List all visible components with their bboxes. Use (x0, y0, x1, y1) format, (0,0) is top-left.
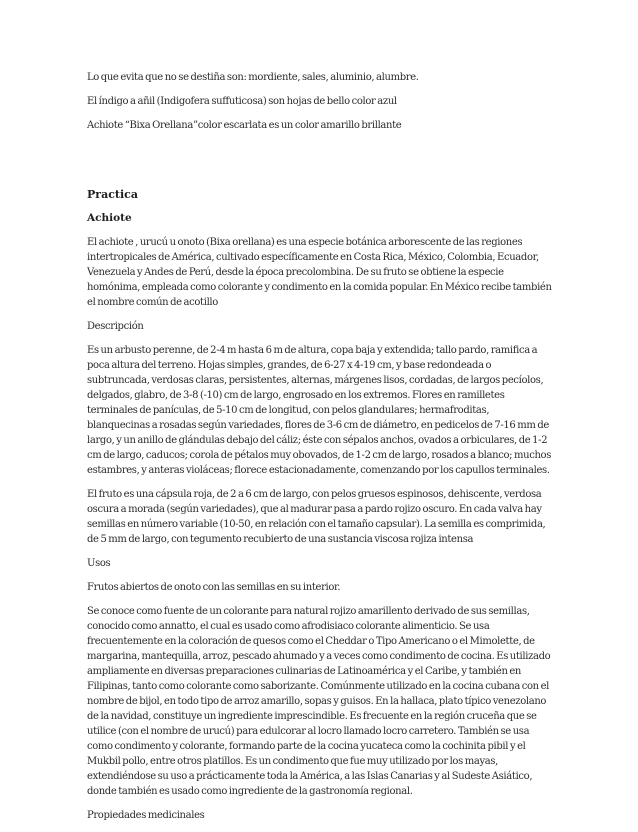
section-subheading: Achiote (87, 212, 132, 224)
paragraph-label-medicinales: Propiedades medicinales (87, 810, 205, 821)
paragraph-fruit: El fruto es una cápsula roja, de 2 a 6 cm de largo, con pelos gruesos espinosos, dehiscente, verdosa oscura a morada (según variedades), que al madurar pasa a pardo rojizo oscuro. En cada valva hay semillas en número variable (10-50, en relación con el tamaño capsular). La semilla es comprimida, de 5 mm de largo, con tegumento recubierto de una sustancia viscosa rojiza intensa (87, 489, 546, 545)
paragraph-label-usos: Usos (87, 558, 111, 569)
intro-line-achiote: Achiote “Bixa Orellana”color escarlata es un color amarillo brillante (87, 120, 402, 131)
paragraph-description: Es un arbusto perenne, de 2-4 m hasta 6 m de altura, copa baja y extendida; tallo pardo, ramifica a poca altura del terreno. Hojas simples, grandes, de 6-27 x 4-19 cm, y base redondeada o subtruncada, verdosas claras, persistentes, alternas, márgenes lisos, cordadas, de largos pecíolos, delgados, glabro, de 3-8 (-10) cm de largo, engrosado en los extremos. Flores en ramilletes terminales de panículas, de 5-10 cm de longitud, con pelos glandulares; hermafroditas, blanquecinas a rosadas según variedades, flores de 3-6 cm de diámetro, en pedicelos de 7-16 mm de largo, y un anillo de glándulas debajo del cáliz; éste con sépalos anchos, ovados a orbiculares, de 1-2 cm de largo, caducos; corola de pétalos muy obovados, de 1-2 cm de largo, rosados a blanco; muchos estambres, y anteras violáceas; florece estacionadamente, comenzando por los capullos terminales. (87, 345, 552, 476)
section-spacer (87, 142, 553, 187)
paragraph-uses: Se conoce como fuente de un colorante para natural rojizo amarillento derivado de sus semillas, conocido como annatto, el cual es usado como afrodisiaco colorante alimenticio. Se usa frecuentemente en la coloración de quesos como el Cheddar o Tipo Americano o el Mimolette, de margarina, mantequilla, arroz, pescado ahumado y a veces como condimento de cocina. Es utilizado ampliamente en diversas preparaciones culinarias de Latinoamérica y el Caribe, y también en Filipinas, tanto como colorante como saborizante. Comúnmente utilizado en la cocina cubana con el nombre de bijol, en todo tipo de arroz amarillo, sopas y guisos. En la hallaca, plato típico venezolano de la navidad, constituye un ingrediente imprescindible. Es frecuente en la región cruceña que se utilice (con el nombre de urucú) para edulcorar al locro llamado locro carretero. También se usa como condimento y colorante, formando parte de la cocina yucateca como la cochinita pibil y el Mukbil pollo, entre otros platillos. Es un condimento que fue muy utilizado por los mayas, extendiéndose su uso a prácticamente toda la América, a las Islas Canarias y al Sudeste Asiático, donde también es usado como ingrediente de la gastronomía regional. (87, 606, 551, 797)
paragraph-label-descripcion: Descripción (87, 321, 144, 332)
paragraph-definition: El achiote , urucú u onoto (Bixa orellana) es una especie botánica arborescente de las regiones intertropicales de América, cultivado específicamente en Costa Rica, México, Colombia, Ecuador, Venezuela y Andes de Perú, desde la época precolombina. De su fruto se obtiene la especie homónima, empleada como colorante y condimento en la comida popular. En México recibe también el nombre común de acotillo (87, 237, 552, 308)
intro-line-indigo: El índigo a añil (Indigofera suffuticosa) son hojas de bello color azul (87, 96, 397, 107)
intro-line-mordiente: Lo que evita que no se destiña son: mordiente, sales, aluminio, alumbre. (87, 72, 419, 83)
document-body (87, 70, 553, 832)
section-heading: Practica (87, 188, 138, 201)
paragraph-fruits-caption: Frutos abiertos de onoto con las semillas en su interior. (87, 582, 341, 593)
